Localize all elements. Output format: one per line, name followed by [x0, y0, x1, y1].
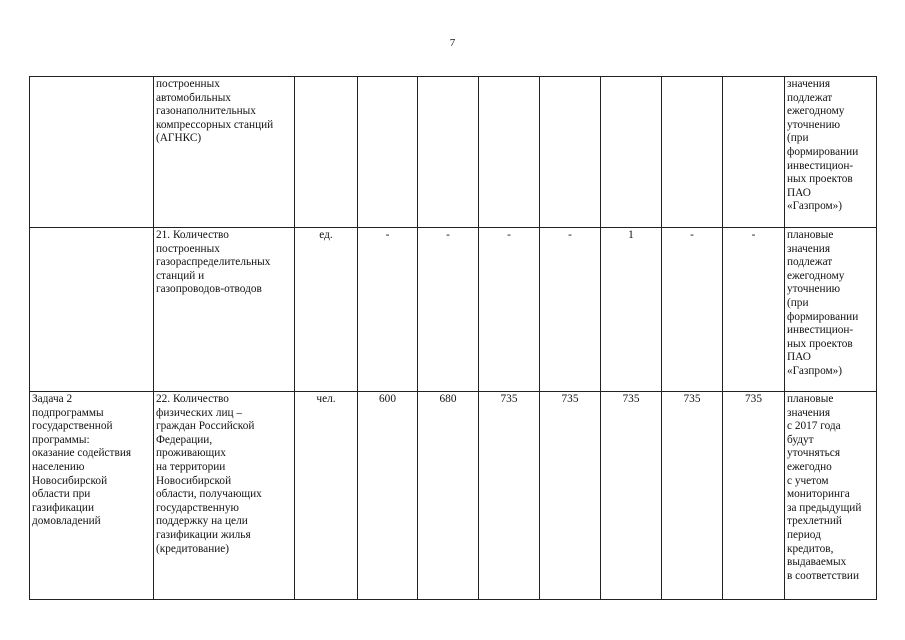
task-cell [30, 77, 154, 228]
value-cell [479, 77, 540, 228]
note-cell: значения подлежат ежегодному уточнению (при формировании инвестицион- ных проектов ПАО «Газпром») [785, 77, 877, 228]
value-cell: 1 [601, 228, 662, 392]
value-cell: 600 [358, 392, 418, 600]
table-row [30, 392, 877, 600]
value-cell: 735 [723, 392, 785, 600]
unit-cell: чел. [295, 392, 358, 600]
indicator-cell: 21. Количество построенных газораспределительных станций и газопроводов-отводов [154, 228, 295, 392]
value-cell: - [662, 228, 723, 392]
page-number: 7 [449, 37, 456, 49]
value-cell: - [418, 228, 479, 392]
value-cell: - [358, 228, 418, 392]
task-cell: Задача 2 подпрограммы государственной программы: оказание содействия населению Новосибирской области при газификации домовладений [30, 392, 154, 600]
value-cell: - [479, 228, 540, 392]
task-cell [30, 228, 154, 392]
value-cell [418, 77, 479, 228]
value-cell [540, 77, 601, 228]
value-cell: - [723, 228, 785, 392]
value-cell: 735 [540, 392, 601, 600]
value-cell: 680 [418, 392, 479, 600]
unit-cell [295, 77, 358, 228]
value-cell: 735 [662, 392, 723, 600]
note-cell: плановые значения подлежат ежегодному уточнению (при формировании инвестицион- ных проектов ПАО «Газпром») [785, 228, 877, 392]
unit-cell: ед. [295, 228, 358, 392]
indicators-table [29, 76, 877, 600]
value-cell [662, 77, 723, 228]
indicator-cell: 22. Количество физических лиц – граждан Российской Федерации, проживающих на территории Новосибирской области, получающих государственную поддержку на цели газификации жилья (кредитование) [154, 392, 295, 600]
value-cell [601, 77, 662, 228]
value-cell [723, 77, 785, 228]
value-cell [358, 77, 418, 228]
table-row [30, 77, 877, 228]
value-cell: 735 [601, 392, 662, 600]
value-cell: - [540, 228, 601, 392]
value-cell: 735 [479, 392, 540, 600]
note-cell: плановые значения с 2017 года будут уточняться ежегодно с учетом мониторинга за предыдущий трехлетний период кредитов, выдаваемых в соответствии [785, 392, 877, 600]
table-row [30, 228, 877, 392]
indicator-cell: построенных автомобильных газонаполнительных компрессорных станций (АГНКС) [154, 77, 295, 228]
